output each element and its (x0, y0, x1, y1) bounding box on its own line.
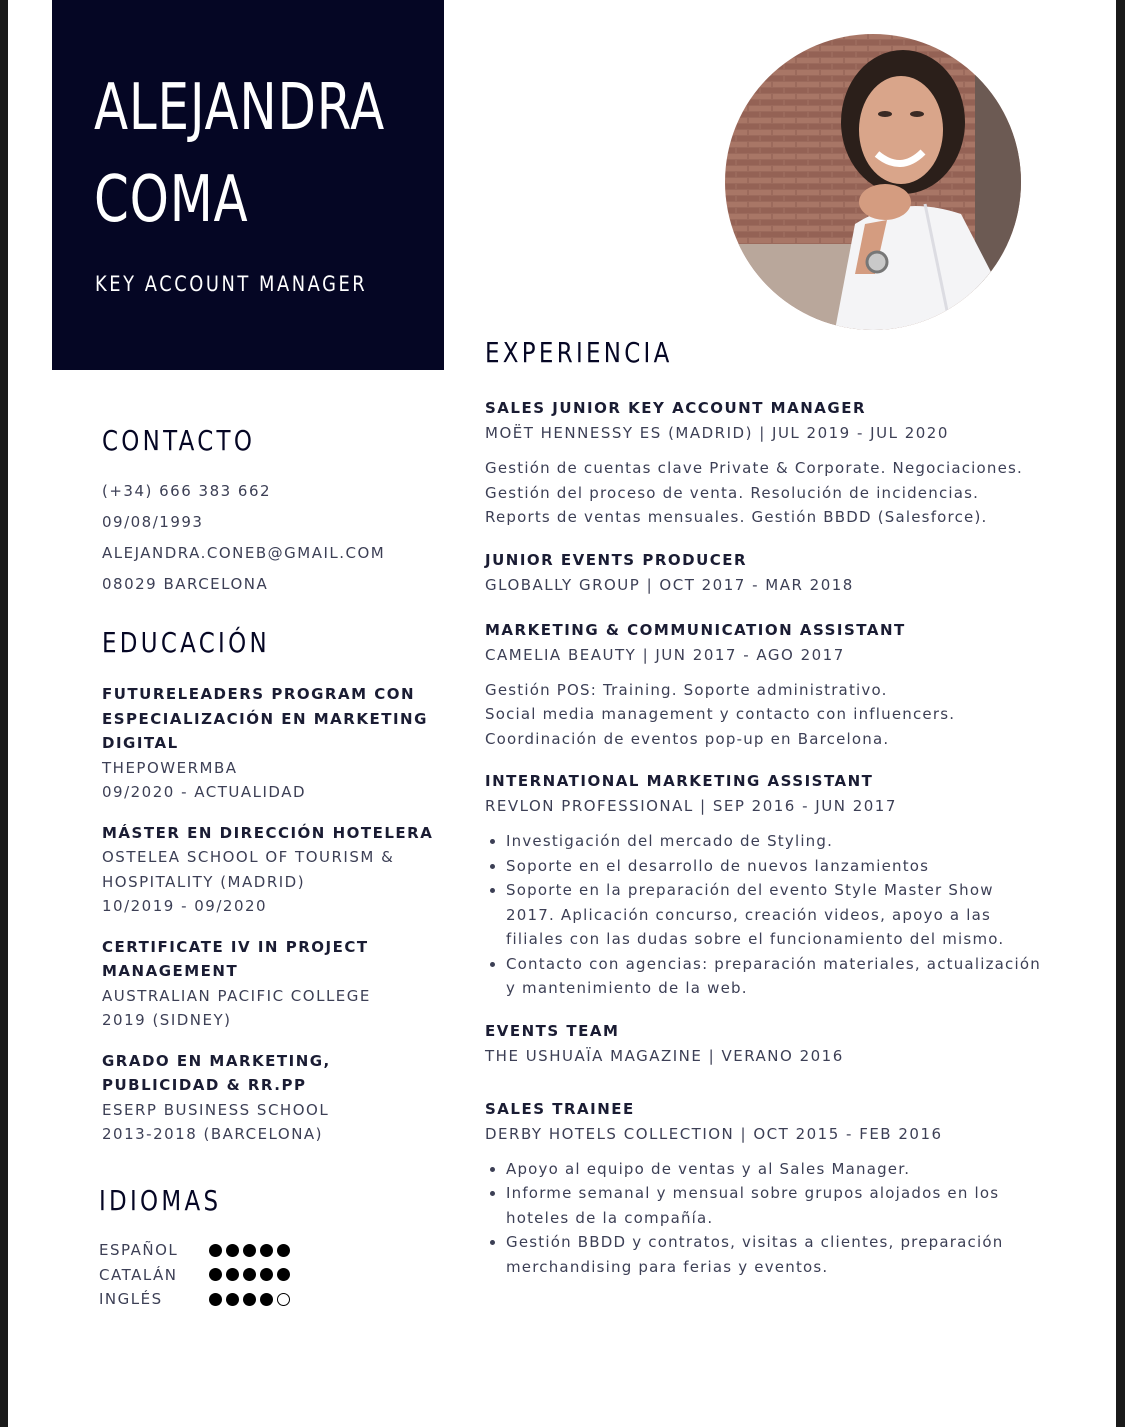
job-bullets (485, 829, 1045, 1001)
education-title: FUTURELEADERS PROGRAM CON ESPECIALIZACIÓN EN MARKETING DIGITAL (102, 685, 428, 752)
education-item (102, 1049, 447, 1147)
job-description (485, 678, 1045, 752)
job-description-line: Social media management y contacto con influencers. (485, 705, 956, 723)
job-item (485, 1019, 1045, 1069)
job-bullet: • Gestión BBDD y contratos, visitas a clientes, preparación merchandising para ferias y eventos. (506, 1230, 1045, 1279)
job-description-line: Gestión POS: Training. Soporte administrativo. (485, 680, 888, 699)
level-dot-filled (277, 1268, 290, 1281)
job-bullet: • Contacto con agencias: preparación materiales, actualización y mantenimiento de la web. (506, 952, 1045, 1001)
full-name (94, 62, 385, 246)
job-title: EVENTS TEAM (485, 1021, 620, 1040)
job-bullet: • Informe semanal y mensual sobre grupos alojados en los hoteles de la compañía. (506, 1181, 1045, 1230)
language-name: ESPAÑOL (99, 1241, 179, 1260)
job-bullet: • Soporte en el desarrollo de nuevos lanzamientos (506, 854, 1045, 879)
level-dot-filled (226, 1268, 239, 1281)
contact-list (102, 480, 385, 604)
job-item (485, 769, 1045, 1001)
language-row (99, 1263, 290, 1288)
job-item (485, 548, 1045, 598)
language-row (99, 1238, 290, 1263)
job-title: SALES JUNIOR KEY ACCOUNT MANAGER (485, 399, 866, 417)
education-dates: 10/2019 - 09/2020 (102, 897, 268, 915)
education-list (102, 682, 447, 1163)
experience-list (485, 396, 1045, 1279)
education-title: CERTIFICATE IV IN PROJECT MANAGEMENT (102, 937, 369, 980)
job-company: MOËT HENNESSY ES (MADRID) | JUL 2019 - JUL 2020 (485, 424, 949, 442)
resume-page (8, 0, 1116, 1427)
education-section-title: EDUCACIÓN (102, 626, 270, 659)
education-item (102, 935, 447, 1033)
education-title: GRADO EN MARKETING, PUBLICIDAD & RR.PP (102, 1051, 331, 1094)
job-company: THE USHUAÏA MAGAZINE | VERANO 2016 (485, 1046, 844, 1065)
language-row (99, 1287, 290, 1312)
education-title: MÁSTER EN DIRECCIÓN HOTELERA (102, 823, 434, 842)
job-company: REVLON PROFESSIONAL | SEP 2016 - JUN 2017 (485, 797, 897, 815)
header-box (52, 0, 444, 370)
languages-list (99, 1238, 290, 1312)
job-bullet: • Apoyo al equipo de ventas y al Sales Manager. (506, 1157, 1045, 1182)
contact-section-title: CONTACTO (102, 424, 256, 457)
level-dot-filled (209, 1268, 222, 1281)
education-item (102, 821, 447, 919)
job-title: JUNIOR EVENTS PRODUCER (485, 550, 748, 569)
profile-photo (725, 34, 1021, 330)
level-dot-filled (260, 1268, 273, 1281)
job-item (485, 1097, 1045, 1280)
language-name: CATALÁN (99, 1265, 178, 1284)
contact-email: ALEJANDRA.CONEB@GMAIL.COM (102, 544, 386, 562)
level-dot-filled (243, 1244, 256, 1257)
level-dot-filled (209, 1293, 222, 1306)
level-dot-filled (209, 1244, 222, 1257)
job-company: CAMELIA BEAUTY | JUN 2017 - AGO 2017 (485, 645, 845, 664)
language-level (209, 1268, 290, 1281)
level-dot-filled (226, 1244, 239, 1257)
language-level (209, 1293, 290, 1306)
contact-birthdate: 09/08/1993 (102, 513, 204, 531)
education-school: OSTELEA SCHOOL OF TOURISM & HOSPITALITY (MADRID) (102, 848, 395, 891)
job-description: Gestión de cuentas clave Private & Corporate. Negociaciones. Gestión del proceso de venta. Resolución de incidencias. Reports de ventas mensuales. Gestión BBDD (Salesforce). (485, 459, 1024, 526)
education-school: THEPOWERMBA (102, 758, 238, 777)
language-level (209, 1244, 290, 1257)
job-bullets (485, 1157, 1045, 1280)
contact-location: 08029 BARCELONA (102, 575, 269, 593)
job-title: SALES TRAINEE (485, 1099, 635, 1118)
job-title: MARKETING & COMMUNICATION ASSISTANT (485, 620, 906, 639)
job-item (485, 618, 1045, 752)
job-company: DERBY HOTELS COLLECTION | OCT 2015 - FEB 2016 (485, 1124, 943, 1143)
education-dates: 2019 (SIDNEY) (102, 1011, 232, 1029)
experience-section-title: EXPERIENCIA (485, 336, 673, 369)
name-line-1: ALEJANDRA (94, 71, 386, 145)
job-title: INTERNATIONAL MARKETING ASSISTANT (485, 772, 874, 790)
education-school: AUSTRALIAN PACIFIC COLLEGE (102, 986, 371, 1005)
name-line-2: COMA (94, 163, 249, 237)
level-dot-filled (260, 1244, 273, 1257)
job-role: KEY ACCOUNT MANAGER (95, 272, 368, 296)
level-dot-filled (243, 1293, 256, 1306)
level-dot-empty (277, 1293, 290, 1306)
language-name: INGLÉS (99, 1290, 163, 1309)
job-company: GLOBALLY GROUP | OCT 2017 - MAR 2018 (485, 575, 854, 594)
job-description-line: Coordinación de eventos pop-up en Barcelona. (485, 729, 890, 748)
education-item (102, 682, 447, 805)
languages-section-title: IDIOMAS (99, 1184, 222, 1217)
level-dot-filled (243, 1268, 256, 1281)
job-bullet: • Investigación del mercado de Styling. (506, 829, 1045, 854)
contact-phone: (+34) 666 383 662 (102, 482, 272, 500)
education-dates: 09/2020 - ACTUALIDAD (102, 783, 307, 801)
level-dot-filled (226, 1293, 239, 1306)
education-school: ESERP BUSINESS SCHOOL (102, 1100, 330, 1119)
job-bullet: • Soporte en la preparación del evento Style Master Show 2017. Aplicación concurso, creación videos, apoyo a las filiales con las dudas sobre el funcionamiento del mismo. (506, 878, 1045, 952)
job-item (485, 396, 1045, 530)
level-dot-filled (260, 1293, 273, 1306)
education-dates: 2013-2018 (BARCELONA) (102, 1125, 324, 1143)
level-dot-filled (277, 1244, 290, 1257)
